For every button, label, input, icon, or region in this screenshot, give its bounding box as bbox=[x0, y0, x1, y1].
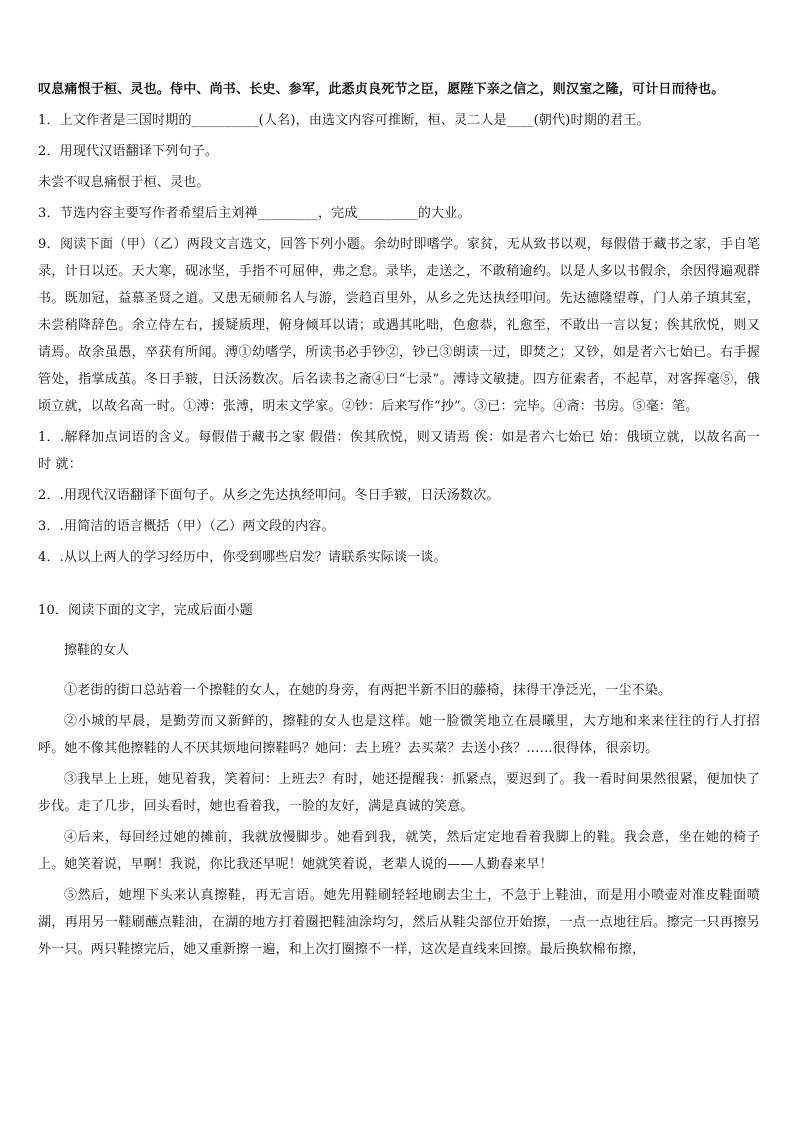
passage-paragraph: ②小城的早晨，是勤劳而又新鲜的，擦鞋的女人也是这样。她一脸微笑地立在晨曦里，大方地和来来往往的行人打招呼。她不像其他擦鞋的人不厌其烦地问擦鞋吗？她问：去上班？去买菜？去送小孩？……很得体，很亲切。 bbox=[38, 714, 760, 756]
text-line: 3．节选内容主要写作者希望后主刘禅_________，完成_________的大业。 bbox=[38, 206, 471, 221]
spacer bbox=[38, 575, 760, 597]
text-line: 叹息痛恨于桓、灵也。侍中、尚书、长史、参军，此悉贞良死节之臣，愿陛下亲之信之，则汉室之隆，可计日而待也。 bbox=[38, 82, 725, 97]
text-line: 1．.解释加点词语的含义。每假借于藏书之家 假借：俟其欣悦，则又请焉 俟：如是者六七始已 始：俄顷立就，以故名高一时 就： bbox=[38, 430, 760, 472]
text-line: 未尝不叹息痛恨于桓、灵也。 bbox=[38, 175, 210, 190]
text-line: 1．上文作者是三国时期的__________(人名)，由选文内容可推断，桓、灵二人是____(朝代)时期的君王。 bbox=[38, 113, 650, 128]
text-line: 3．.用简洁的语言概括（甲）（乙）两文段的内容。 bbox=[38, 519, 335, 534]
passage-paragraph: ④后来，每回经过她的摊前，我就放慢脚步。她看到我，就笑，然后定定地看着我脚上的鞋。我会意，坐在她的椅子上。她笑着说，早啊！我说，你比我还早呢！她就笑着说，老辈人说的——人勤春来早！ bbox=[38, 830, 760, 872]
section-10 bbox=[38, 597, 760, 963]
text-line: 4．.从以上两人的学习经历中，你受到哪些启发？请联系实际谈一谈。 bbox=[38, 550, 447, 565]
passage-paragraph: ③我早上上班，她见着我，笑着问：上班去？有时，她还提醒我：抓紧点，要迟到了。我一看时间果然很紧，便加快了步伐。走了几步，回头看时，她也看着我，一脸的友好，满是真诚的笑意。 bbox=[38, 772, 760, 814]
passage-paragraph: 9．阅读下面（甲）（乙）两段文言选文，回答下列小题。余幼时即嗜学。家贫，无从致书以观，每假借于藏书之家，手自笔录，计日以还。天大寒，砚冰坚，手指不可屈伸，弗之怠。录毕，走送之，不敢稍逾约。以是人多以书假余，余因得遍观群书。既加冠，益慕圣贤之道。又患无硕师名人与游，尝趋百里外，从乡之先达执经叩问。先达德隆望尊，门人弟子填其室，未尝稍降辞色。余立侍左右，援疑质理，俯身倾耳以请；或遇其叱咄，色愈恭，礼愈至，不敢出一言以复；俟其欣悦，则又请焉。故余虽愚，卒获有所闻。溥①幼嗜学，所读书必手钞②，钞已③朗读一过，即焚之；又钞，如是者六七始已。右手握管处，指掌成茧。冬日手皲，日沃汤数次。后名读书之斋④曰“七录”。溥诗文敏捷。四方征索者，不起草，对客挥毫⑤，俄顷立就，以故名高一时。①溥：张溥，明末文学家。②钞：后来写作“抄”。③已：完毕。④斋：书房。⑤毫：笔。 bbox=[38, 237, 760, 414]
passage-paragraph: ①老街的街口总站着一个擦鞋的女人，在她的身旁，有两把半新不旧的藤椅，抹得干净泛光，一尘不染。 bbox=[64, 683, 672, 698]
passage-title: 擦鞋的女人 bbox=[64, 643, 130, 658]
passage-paragraph: ⑤然后，她埋下头来认真擦鞋，再无言语。她先用鞋刷轻轻地刷去尘土，不急于上鞋油，而是用小喷壶对准皮鞋面喷湖，再用另一鞋刷蘸点鞋油，在湖的地方打着圈把鞋油涂均匀，然后从鞋尖部位开始擦，一点一点地往后。擦完一只再擦另外一只。两只鞋擦完后，她又重新擦一遍，和上次打圈擦不一样，这次是直线来回擦。最后换软棉布擦， bbox=[38, 888, 760, 957]
section-heading: 10．阅读下面的文字，完成后面小题 bbox=[38, 603, 253, 618]
text-line: 2．.用现代汉语翻译下面句子。从乡之先达执经叩问。冬日手皲，日沃汤数次。 bbox=[38, 488, 500, 503]
text-line: 2．用现代汉语翻译下列句子。 bbox=[38, 144, 219, 159]
question-block bbox=[38, 76, 760, 571]
document-page bbox=[38, 76, 760, 967]
